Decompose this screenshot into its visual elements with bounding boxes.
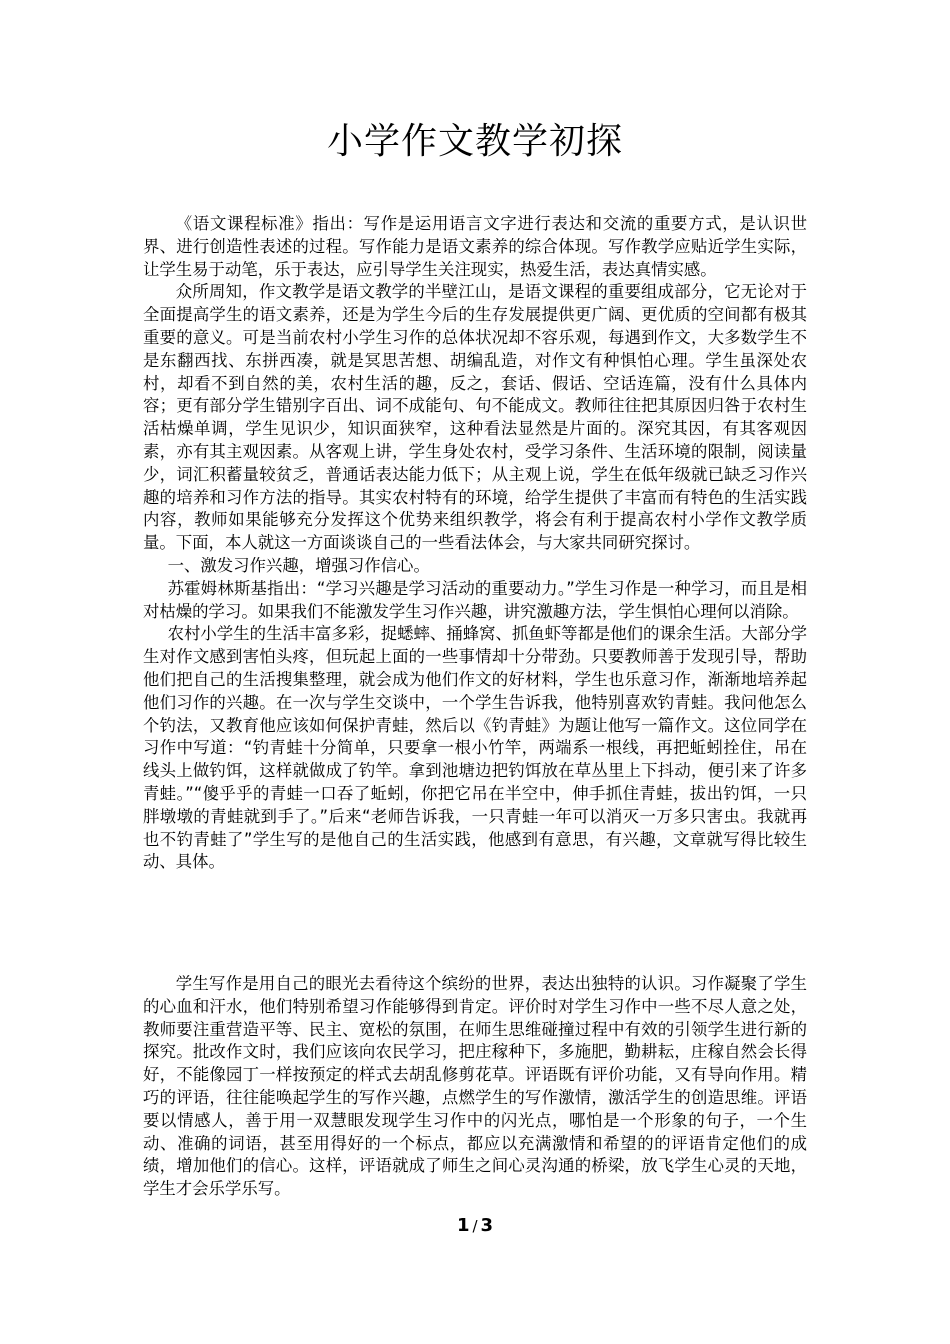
paragraph-evaluation: 学生写作是用自己的眼光去看待这个缤纷的世界，表达出独特的认识。习作凝聚了学生的心血和汗水，他们特别希望习作能够得到肯定。评价时对学生习作中一些不尽人意之处，教师要注重营造平等、民主、宽松的氛围，在师生思维碰撞过程中有效的引领学生进行新的探究。批改作文时，我们应该向农民学习，把庄稼种下，多施肥，勤耕耘，庄稼自然会长得好，不能像园丁一样按预定的样式去胡乱修剪花草。评语既有评价功能，又有导向作用。精巧的评语，往往能唤起学生的写作兴趣，点燃学生的写作激情，激活学生的创造思维。评语要以情感人，善于用一双慧眼发现学生习作中的闪光点，哪怕是一个形象的句子，一个生动、准确的词语，甚至用得好的一个标点，都应以充满激情和希望的的评语肯定他们的成绩，增加他们的信心。这样，评语就成了师生之间心灵沟通的桥梁，放飞学生心灵的天地，学生才会乐学乐写。 <box>143 974 807 1199</box>
document-title: 小学作文教学初探 <box>326 121 623 162</box>
total-page-count: 3 <box>480 1215 494 1236</box>
page-separator: / <box>472 1217 478 1235</box>
paragraph-example: 农村小学生的生活丰富多彩，捉蟋蟀、捅蜂窝、抓鱼虾等都是他们的课余生活。大部分学生对作文感到害怕头疼，但玩起上面的一些事情却十分带劲。只要教师善于发现引导，帮助他们把自己的生活搜集整理，就会成为他们作文的好材料，学生也乐意习作，渐渐地培养起他们习作的兴趣。在一次与学生交谈中，一个学生告诉我，他特别喜欢钓青蛙。我问他怎么个钓法，又教育他应该如何保护青蛙，然后以《钓青蛙》为题让他写一篇作文。这位同学在习作中写道：“钓青蛙十分简单，只要拿一根小竹竿，两端系一根线，再把蚯蚓拴住，吊在线头上做钓饵，这样就做成了钓竿。拿到池塘边把钓饵放在草丛里上下抖动，便引来了许多青蛙。”“傻乎乎的青蛙一口吞了蚯蚓，你把它吊在半空中，伸手抓住青蛙，拔出钓饵，一只胖墩墩的青蛙就到手了。”后来“老师告诉我，一只青蛙一年可以消灭一万多只害虫。我就再也不钓青蛙了”学生写的是他自己的生活实践，他感到有意思，有兴趣，文章就写得比较生动、具体。 <box>143 624 807 872</box>
paragraph-intro: 《语文课程标准》指出：写作是运用语言文字进行表达和交流的重要方式，是认识世界、进行创造性表述的过程。写作能力是语文素养的综合体现。写作教学应贴近学生实际，让学生易于动笔，乐于表达，应引导学生关注现实，热爱生活，表达真情实感。 <box>143 214 807 279</box>
paragraph-background: 众所周知，作文教学是语文教学的半壁江山，是语文课程的重要组成部分，它无论对于全面提高学生的语文素养，还是为学生今后的生存发展提供更广阔、更优质的空间都有极其重要的意义。可是当前农村小学生习作的总体状况却不容乐观，每遇到作文，大多数学生不是东翻西找、东拼西凑，就是冥思苦想、胡编乱造，对作文有种惧怕心理。学生虽深处农村，却看不到自然的美，农村生活的趣，反之，套话、假话、空话连篇，没有什么具体内容；更有部分学生错别字百出、词不成能句、句不能成文。教师往往把其原因归咎于农村生活枯燥单调，学生见识少，知识面狭窄，这种看法显然是片面的。深究其因，有其客观因素，亦有其主观因素。从客观上讲，学生身处农村，受学习条件、生活环境的限制，阅读量少，词汇积蓄量较贫乏，普通话表达能力低下；从主观上说，学生在低年级就已缺乏习作兴趣的培养和习作方法的指导。其实农村特有的环境，给学生提供了丰富而有特色的生活实践内容，教师如果能够充分发挥这个优势来组织教学，将会有利于提高农村小学作文教学质量。下面，本人就这一方面谈谈自己的一些看法体会，与大家共同研究探讨。 <box>143 282 807 553</box>
paragraph-quote: 苏霍姆林斯基指出：“学习兴趣是学习活动的重要动力。”学生习作是一种学习，而且是相对枯燥的学习。如果我们不能激发学生习作兴趣，讲究激趣方法，学生惧怕心理何以消除。 <box>143 578 807 621</box>
page-number <box>0 1214 950 1238</box>
current-page-number: 1 <box>456 1215 470 1236</box>
document-body <box>143 213 807 874</box>
document-body-continued <box>143 973 807 1201</box>
section-heading-1: 一、激发习作兴趣，增强习作信心。 <box>167 555 430 575</box>
